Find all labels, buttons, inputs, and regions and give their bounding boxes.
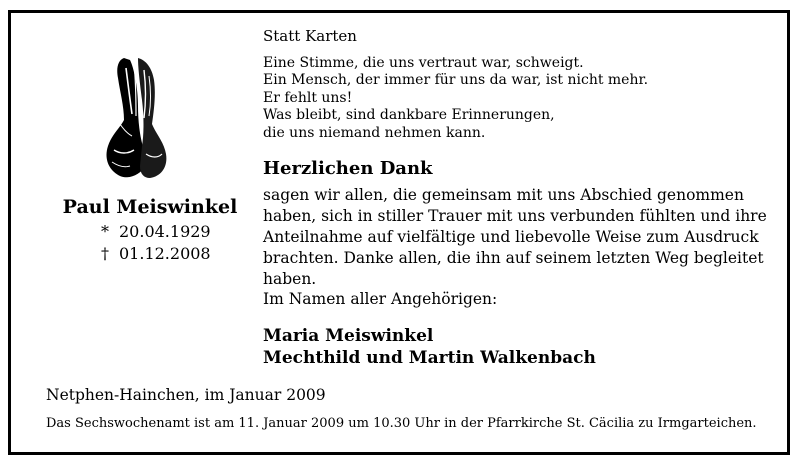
life-dates [95,221,211,265]
thanks-body [263,185,767,290]
thanks-line: brachten. Danke allen, die ihn auf seinem letzten Weg begleitet [263,249,764,267]
praying-hands-icon [94,54,182,182]
poem-line: Er fehlt uns! [263,89,353,106]
thanks-title: Herzlichen Dank [263,158,433,179]
thanks-line: Anteilnahme auf vielfältige und liebevolle Weise zum Ausdruck [263,228,759,246]
family-name: Mechthild und Martin Walkenbach [263,348,596,368]
thanks-line: sagen wir allen, die gemeinsam mit uns Abschied genommen [263,186,744,204]
death-cross-icon: † [101,244,109,263]
mass-notice: Das Sechswochenamt ist am 11. Januar 2009 um 10.30 Uhr in der Pfarrkirche St. Cäcilia zu Irmgarteichen. [46,416,757,431]
thanks-line: haben, sich in stiller Trauer mit uns verbunden fühlten und ihre [263,207,767,225]
deceased-name: Paul Meiswinkel [62,196,238,218]
statt-karten-heading: Statt Karten [263,27,357,45]
birth-star-icon: * [101,222,109,241]
poem-line: die uns niemand nehmen kann. [263,124,486,141]
poem-line: Eine Stimme, die uns vertraut war, schweigt. [263,55,584,71]
birth-date: 20.04.1929 [119,222,211,241]
family-name: Maria Meiswinkel [263,326,434,346]
place-date: Netphen-Hainchen, im Januar 2009 [46,386,326,404]
death-date: 01.12.2008 [119,244,211,263]
birth-row [95,221,211,243]
thanks-line: haben. [263,270,317,288]
death-row [95,243,211,265]
poem-line: Ein Mensch, der immer für uns da war, ist nicht mehr. [263,72,649,89]
poem [263,55,648,142]
family-names [263,325,596,369]
family-intro: Im Namen aller Angehörigen: [263,290,498,308]
poem-line: Was bleibt, sind dankbare Erinnerungen, [263,107,555,124]
